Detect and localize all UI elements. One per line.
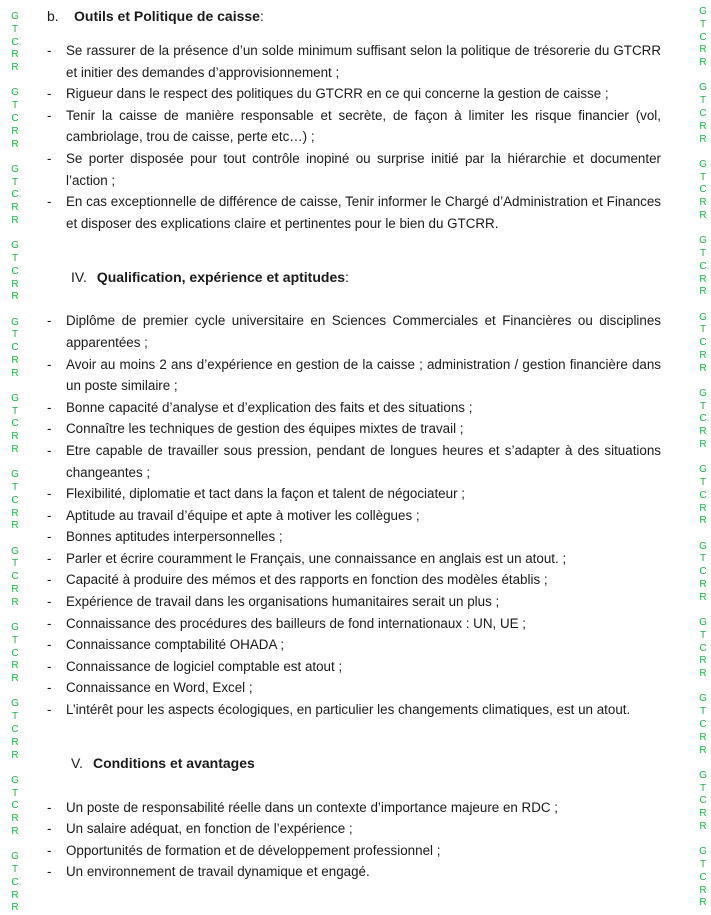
watermark-letter: T (699, 247, 707, 259)
watermark-letter: R (11, 214, 19, 226)
watermark-letter: R (699, 668, 707, 680)
watermark-letter: T (11, 482, 19, 494)
watermark-letter: G (699, 387, 707, 399)
watermark-letter: R (11, 431, 19, 443)
list-item (47, 634, 661, 656)
watermark-group (699, 693, 707, 757)
watermark-letter: C (11, 112, 19, 124)
list-item (47, 569, 661, 591)
list-item (47, 191, 661, 234)
watermark-letter: C (11, 494, 19, 506)
watermark-letter: T (11, 405, 19, 417)
bullet-dash: - (47, 550, 52, 566)
list-item-text: Connaissance comptabilité OHADA ; (66, 637, 285, 653)
watermark-letter: T (699, 324, 707, 336)
watermark-letter: R (11, 125, 19, 137)
watermark-letter: G (11, 851, 19, 863)
list-item-text: Opportunités de formation et de développement professionnel ; (66, 842, 441, 858)
watermark-letter: G (11, 392, 19, 404)
bullet-dash: - (47, 529, 52, 545)
bullet-dash: - (47, 486, 52, 502)
watermark-group (11, 851, 19, 915)
document-body (47, 6, 661, 883)
watermark-letter: C (11, 418, 19, 430)
section-number: IV. (71, 268, 87, 285)
list-item (47, 148, 661, 191)
watermark-letter: C (699, 31, 707, 43)
list-item-text: Un poste de responsabilité réelle dans un contexte d’importance majeure en RDC ; (66, 799, 559, 815)
watermark-group (11, 11, 19, 75)
watermark-group (11, 317, 19, 381)
watermark-letter: G (699, 6, 707, 17)
section-title-suffix: : (345, 268, 349, 285)
list-item-text: Un environnement de travail dynamique et engagé. (66, 864, 370, 880)
watermark-letter: G (699, 617, 707, 628)
bullet-dash: - (47, 680, 52, 696)
bullet-dash: - (47, 615, 52, 631)
watermark-letter: R (699, 57, 707, 69)
watermark-letter: T (699, 553, 707, 565)
watermark-letter: R (11, 202, 19, 214)
watermark-letter: G (11, 545, 19, 557)
watermark-letter: T (11, 176, 19, 188)
watermark-letter: C (699, 566, 707, 578)
list-item-text: Connaissance des procédures des bailleurs de fond internationaux : UN, UE ; (66, 615, 527, 631)
watermark-letter: R (11, 62, 19, 74)
watermark-letter: T (11, 787, 19, 799)
watermark-letter: R (699, 820, 707, 832)
watermark-letter: G (699, 464, 707, 476)
list-item (47, 818, 661, 840)
watermark-letter: C (699, 642, 707, 654)
watermark-group (11, 469, 19, 533)
watermark-letter: T (699, 95, 707, 107)
watermark-letter: R (11, 367, 19, 379)
list-item-text: Bonnes aptitudes interpersonnelles ; (66, 529, 283, 545)
list-item-text: Connaissance en Word, Excel ; (66, 680, 253, 696)
list-item (47, 40, 661, 83)
watermark-letter: R (11, 291, 19, 303)
bullet-dash: - (47, 594, 52, 610)
watermark-letter: G (11, 774, 19, 786)
watermark-right (696, 0, 710, 909)
watermark-letter: R (11, 902, 19, 914)
watermark-letter: C (11, 876, 19, 888)
watermark-letter: T (699, 477, 707, 489)
watermark-letter: G (699, 846, 707, 858)
watermark-letter: C (699, 871, 707, 883)
bullet-dash: - (47, 421, 52, 437)
list-item (47, 418, 661, 440)
list-item-text: En cas exceptionnelle de différence de caisse, Tenir informer le Chargé d’Administration et Finances et disposer des explications claire et pertinentes pour le bien du GTCRR. (66, 194, 661, 231)
section-list-outils (47, 40, 661, 234)
watermark-group (699, 770, 707, 834)
section-list-qualification (47, 310, 661, 720)
watermark-letter: C (11, 342, 19, 354)
watermark-letter: G (699, 235, 707, 247)
watermark-letter: R (11, 889, 19, 901)
watermark-letter: T (11, 634, 19, 646)
bullet-dash: - (47, 313, 52, 329)
list-item (47, 397, 661, 419)
list-item-text: Capacité à produire des mémos et des rapports en fonction des modèles établis ; (66, 572, 548, 588)
watermark-letter: R (11, 138, 19, 150)
section-title: Outils et Politique de caisse (74, 8, 260, 25)
watermark-group (699, 617, 707, 681)
list-item (47, 526, 661, 548)
bullet-dash: - (47, 150, 52, 166)
watermark-letter: T (699, 171, 707, 183)
watermark-letter: T (699, 706, 707, 718)
watermark-letter: C (11, 723, 19, 735)
watermark-group (11, 240, 19, 304)
watermark-letter: R (699, 273, 707, 285)
watermark-letter: G (11, 469, 19, 481)
watermark-letter: R (11, 813, 19, 825)
watermark-letter: R (11, 825, 19, 837)
bullet-dash: - (47, 821, 52, 837)
bullet-dash: - (47, 194, 52, 210)
watermark-letter: T (699, 18, 707, 30)
watermark-letter: R (699, 209, 707, 221)
watermark-group (699, 312, 707, 376)
bullet-dash: - (47, 658, 52, 674)
list-item (47, 677, 661, 699)
watermark-group (11, 546, 19, 610)
watermark-letter: R (699, 426, 707, 438)
list-item (47, 505, 661, 527)
watermark-letter: R (11, 49, 19, 61)
bullet-dash: - (47, 799, 52, 815)
section-number: b. (47, 8, 59, 25)
watermark-letter: C (699, 184, 707, 196)
watermark-letter: C (11, 189, 19, 201)
list-item-text: Bonne capacité d’analyse et d’explication des faits et des situations ; (66, 399, 473, 415)
watermark-letter: R (11, 749, 19, 761)
list-item-text: Rigueur dans le respect des politiques du GTCRR en ce qui concerne la gestion de caisse ; (66, 86, 609, 102)
watermark-letter: G (11, 11, 19, 22)
section-heading-outils (47, 6, 661, 28)
list-item-text: Diplôme de premier cycle universitaire en Sciences Commerciales et Financières ou disciplines apparentées ; (66, 313, 661, 350)
watermark-letter: R (11, 673, 19, 685)
watermark-letter: T (699, 400, 707, 412)
watermark-letter: G (11, 622, 19, 633)
list-item (47, 483, 661, 505)
watermark-letter: R (699, 591, 707, 603)
watermark-letter: R (11, 444, 19, 456)
list-item (47, 656, 661, 678)
list-item-text: Un salaire adéquat, en fonction de l’expérience ; (66, 821, 353, 837)
list-item (47, 354, 661, 397)
list-item-text: Connaissance de logiciel comptable est atout ; (66, 658, 343, 674)
watermark-letter: T (11, 252, 19, 264)
watermark-letter: R (699, 44, 707, 56)
list-item (47, 861, 661, 883)
watermark-left (8, 0, 22, 914)
watermark-letter: C (11, 571, 19, 583)
bullet-dash: - (47, 442, 52, 458)
list-item (47, 699, 661, 721)
watermark-letter: T (11, 23, 19, 35)
list-item-text: L’intérêt pour les aspects écologiques, en particulier les changements climatiques, est un atout. (66, 702, 631, 718)
watermark-letter: C (699, 260, 707, 272)
list-item-text: Expérience de travail dans les organisations humanitaires serait un plus ; (66, 594, 500, 610)
watermark-group (699, 541, 707, 605)
bullet-dash: - (47, 43, 52, 58)
watermark-letter: C (699, 718, 707, 730)
watermark-letter: R (699, 744, 707, 756)
bullet-dash: - (47, 864, 52, 880)
list-item-text: Etre capable de travailler sous pression, pendant de longues heures et s’adapter à des situations changeantes ; (66, 442, 661, 480)
watermark-letter: R (699, 655, 707, 667)
watermark-group (11, 698, 19, 762)
watermark-letter: G (699, 540, 707, 552)
list-item-text: Flexibilité, diplomatie et tact dans la façon et talent de négociateur ; (66, 486, 465, 502)
watermark-letter: C (699, 337, 707, 349)
watermark-letter: C (699, 795, 707, 807)
list-item-text: Avoir au moins 2 ans d’expérience en gestion de la caisse ; administration / gestion financière dans un poste similaire ; (66, 356, 661, 394)
watermark-letter: T (11, 558, 19, 570)
list-item-text: Connaître les techniques de gestion des équipes mixtes de travail ; (66, 421, 464, 437)
watermark-letter: G (11, 240, 19, 252)
watermark-group (699, 82, 707, 146)
bullet-dash: - (47, 637, 52, 653)
watermark-letter: G (699, 693, 707, 705)
watermark-letter: G (699, 769, 707, 781)
watermark-letter: R (11, 507, 19, 519)
watermark-letter: C (11, 265, 19, 277)
watermark-letter: R (699, 286, 707, 298)
watermark-letter: C (699, 107, 707, 119)
watermark-letter: R (699, 502, 707, 514)
bullet-dash: - (47, 399, 52, 415)
watermark-group (699, 6, 707, 70)
list-item (47, 105, 661, 148)
section-heading-conditions (47, 753, 661, 775)
list-item-text: Se porter disposée pour tout contrôle inopiné ou surprise initié par la hiérarchie et documenter l’action ; (66, 150, 661, 188)
watermark-group (11, 775, 19, 839)
watermark-letter: C (11, 800, 19, 812)
watermark-letter: R (699, 897, 707, 909)
watermark-letter: R (699, 808, 707, 820)
watermark-letter: R (11, 520, 19, 532)
bullet-dash: - (47, 702, 52, 718)
list-item-text: Se rassurer de la présence d’un solde minimum suffisant selon la politique de trésorerie du GTCRR et initier des demandes d’approvisionnement ; (66, 43, 661, 80)
watermark-letter: R (11, 278, 19, 290)
bullet-dash: - (47, 107, 52, 123)
watermark-letter: T (699, 782, 707, 794)
watermark-letter: R (699, 133, 707, 145)
watermark-letter: G (11, 316, 19, 328)
watermark-letter: G (11, 87, 19, 99)
list-item (47, 613, 661, 635)
watermark-letter: T (699, 858, 707, 870)
bullet-dash: - (47, 86, 52, 102)
watermark-group (699, 159, 707, 223)
list-item-text: Tenir la caisse de manière responsable et secrète, de façon à limiter les risque financier (vol, cambriolage, trou de caisse, perte etc…) ; (66, 107, 661, 145)
watermark-letter: G (11, 698, 19, 710)
watermark-letter: R (699, 362, 707, 374)
watermark-letter: T (699, 629, 707, 641)
watermark-letter: R (699, 731, 707, 743)
watermark-letter: G (699, 158, 707, 170)
watermark-group (11, 164, 19, 228)
watermark-letter: T (11, 100, 19, 112)
bullet-dash: - (47, 507, 52, 523)
watermark-letter: R (11, 354, 19, 366)
section-title: Qualification, expérience et aptitudes (96, 268, 346, 285)
watermark-letter: G (699, 82, 707, 94)
section-number: V. (71, 754, 83, 771)
watermark-letter: C (11, 647, 19, 659)
section-list-conditions (47, 797, 661, 883)
bullet-dash: - (47, 842, 52, 858)
watermark-letter: R (699, 120, 707, 132)
watermark-letter: G (699, 311, 707, 323)
list-item (47, 840, 661, 862)
watermark-group (11, 87, 19, 151)
list-item (47, 310, 661, 353)
section-title: Conditions et avantages (92, 754, 255, 771)
list-item (47, 591, 661, 613)
watermark-letter: T (11, 329, 19, 341)
watermark-letter: R (11, 596, 19, 608)
list-item (47, 440, 661, 483)
watermark-letter: R (699, 349, 707, 361)
section-heading-qualification (47, 266, 661, 288)
watermark-letter: R (699, 579, 707, 591)
watermark-letter: R (699, 515, 707, 527)
watermark-group (699, 846, 707, 910)
watermark-letter: R (699, 439, 707, 451)
list-item (47, 797, 661, 819)
watermark-letter: C (11, 36, 19, 48)
bullet-dash: - (47, 356, 52, 372)
watermark-letter: R (11, 736, 19, 748)
watermark-letter: R (11, 660, 19, 672)
section-title-suffix: : (259, 8, 264, 25)
list-item (47, 83, 661, 105)
watermark-group (11, 622, 19, 686)
bullet-dash: - (47, 572, 52, 588)
watermark-letter: C (699, 413, 707, 425)
watermark-group (699, 235, 707, 299)
watermark-letter: R (699, 884, 707, 896)
list-item-text: Aptitude au travail d’équipe et apte à motiver les collègues ; (66, 507, 420, 523)
watermark-letter: R (11, 584, 19, 596)
list-item-text: Parler et écrire couramment le Français, une connaissance en anglais est un atout. ; (66, 550, 567, 566)
watermark-letter: T (11, 863, 19, 875)
list-item (47, 548, 661, 570)
watermark-letter: R (699, 197, 707, 209)
watermark-letter: G (11, 163, 19, 175)
watermark-group (699, 388, 707, 452)
watermark-letter: C (699, 489, 707, 501)
watermark-group (699, 464, 707, 528)
watermark-group (11, 393, 19, 457)
watermark-letter: T (11, 711, 19, 723)
